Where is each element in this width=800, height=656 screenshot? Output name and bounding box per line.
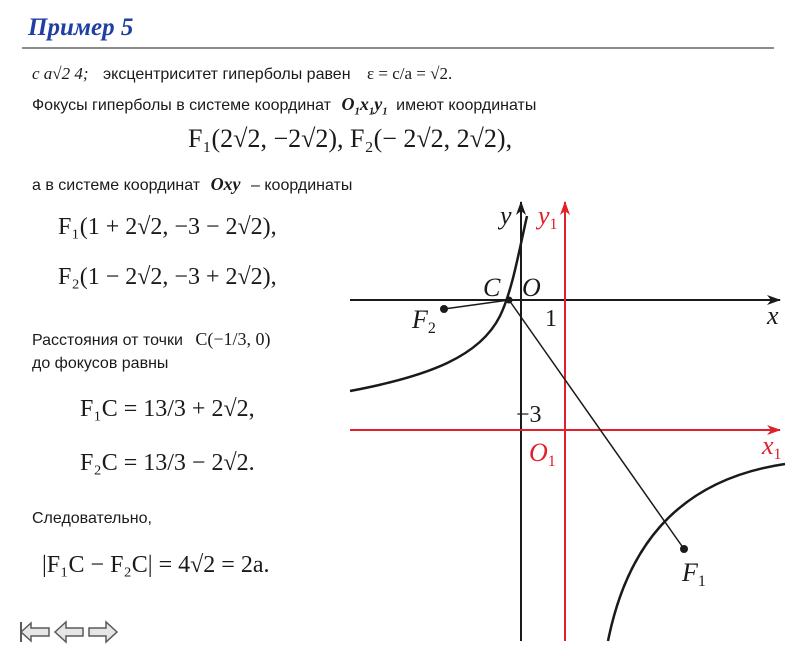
label-o1 (529, 438, 556, 470)
tick-label-minus-3: −3 (516, 402, 542, 428)
label-y: y (500, 201, 512, 230)
final-formula: |F₁C − F₂C| = 4√2 = 2a. (42, 552, 270, 578)
oxy-intro-line (32, 174, 352, 195)
foci-intro-line (32, 94, 536, 118)
eccentricity-text: эксцентриситет гиперболы равен (103, 66, 351, 83)
title-divider (22, 47, 774, 49)
f2c-formula: F₂C = 13/3 − 2√2. (80, 450, 255, 476)
f1c-formula: F₁C = 13/3 + 2√2, (80, 396, 255, 422)
eccentricity-line (32, 64, 452, 84)
label-o1-main: O (529, 438, 548, 467)
foci-intro-text: Фокусы гиперболы в системе координат (32, 97, 331, 114)
label-f1 (681, 558, 706, 590)
system-o1x1y1: $O_1x_1y_1$ (341, 94, 388, 118)
hyperbola-graph (340, 196, 790, 646)
label-f1-main: F (682, 558, 698, 587)
label-f2-sub: 2 (427, 320, 436, 337)
system-oxy: Oxy (210, 174, 241, 194)
home-icon[interactable] (18, 618, 52, 651)
label-o1-sub: 1 (547, 453, 556, 470)
focus-f1-point (680, 545, 688, 553)
label-x1-sub: 1 (773, 446, 782, 463)
slide-navigation (18, 618, 120, 651)
focus-f2-point (440, 305, 448, 313)
foci-o1-formula: F₁(2√2, −2√2), F₂(− 2√2, 2√2), (188, 124, 513, 153)
eccentricity-formula: ε = c/a = √2. (366, 64, 453, 83)
foci-intro-tail: имеют координаты (396, 97, 537, 114)
system-o1x1y1-o: O (341, 94, 355, 114)
back-arrow-icon[interactable] (52, 618, 86, 651)
oxy-intro-text: а в системе координат (32, 177, 201, 194)
point-c-marker (506, 297, 513, 304)
distances-line-1 (32, 329, 271, 350)
f2-oxy-formula: F₂(1 − 2√2, −3 + 2√2), (58, 264, 277, 290)
distances-text-1: Расстояния от точки (32, 332, 183, 349)
label-y1-sub: 1 (549, 216, 558, 233)
label-x1 (761, 431, 782, 463)
c-value-formula: c a√2 4; (32, 64, 89, 83)
label-f2-main: F (412, 305, 428, 334)
f1-oxy-formula: F₁(1 + 2√2, −3 − 2√2), (58, 214, 277, 240)
label-f1-sub: 1 (697, 573, 706, 590)
label-y1-main: y (538, 201, 550, 230)
label-x1-main: x (762, 431, 774, 460)
distances-text-2: до фокусов равны (32, 355, 169, 372)
label-f2 (411, 305, 436, 337)
consequently-text: Следовательно, (32, 510, 152, 527)
point-c: C(−1/3, 0) (195, 329, 271, 349)
hyperbola-lower-right-branch (608, 464, 785, 641)
hyperbola-upper-left-branch (350, 216, 527, 391)
label-y1 (535, 201, 558, 233)
tick-label-1: 1 (545, 306, 557, 332)
page-title: Пример 5 (28, 14, 134, 41)
label-x: x (767, 301, 779, 330)
label-o: O (522, 273, 541, 302)
forward-arrow-icon[interactable] (86, 618, 120, 651)
oxy-intro-tail: – координаты (251, 177, 353, 194)
label-c: C (483, 273, 501, 302)
